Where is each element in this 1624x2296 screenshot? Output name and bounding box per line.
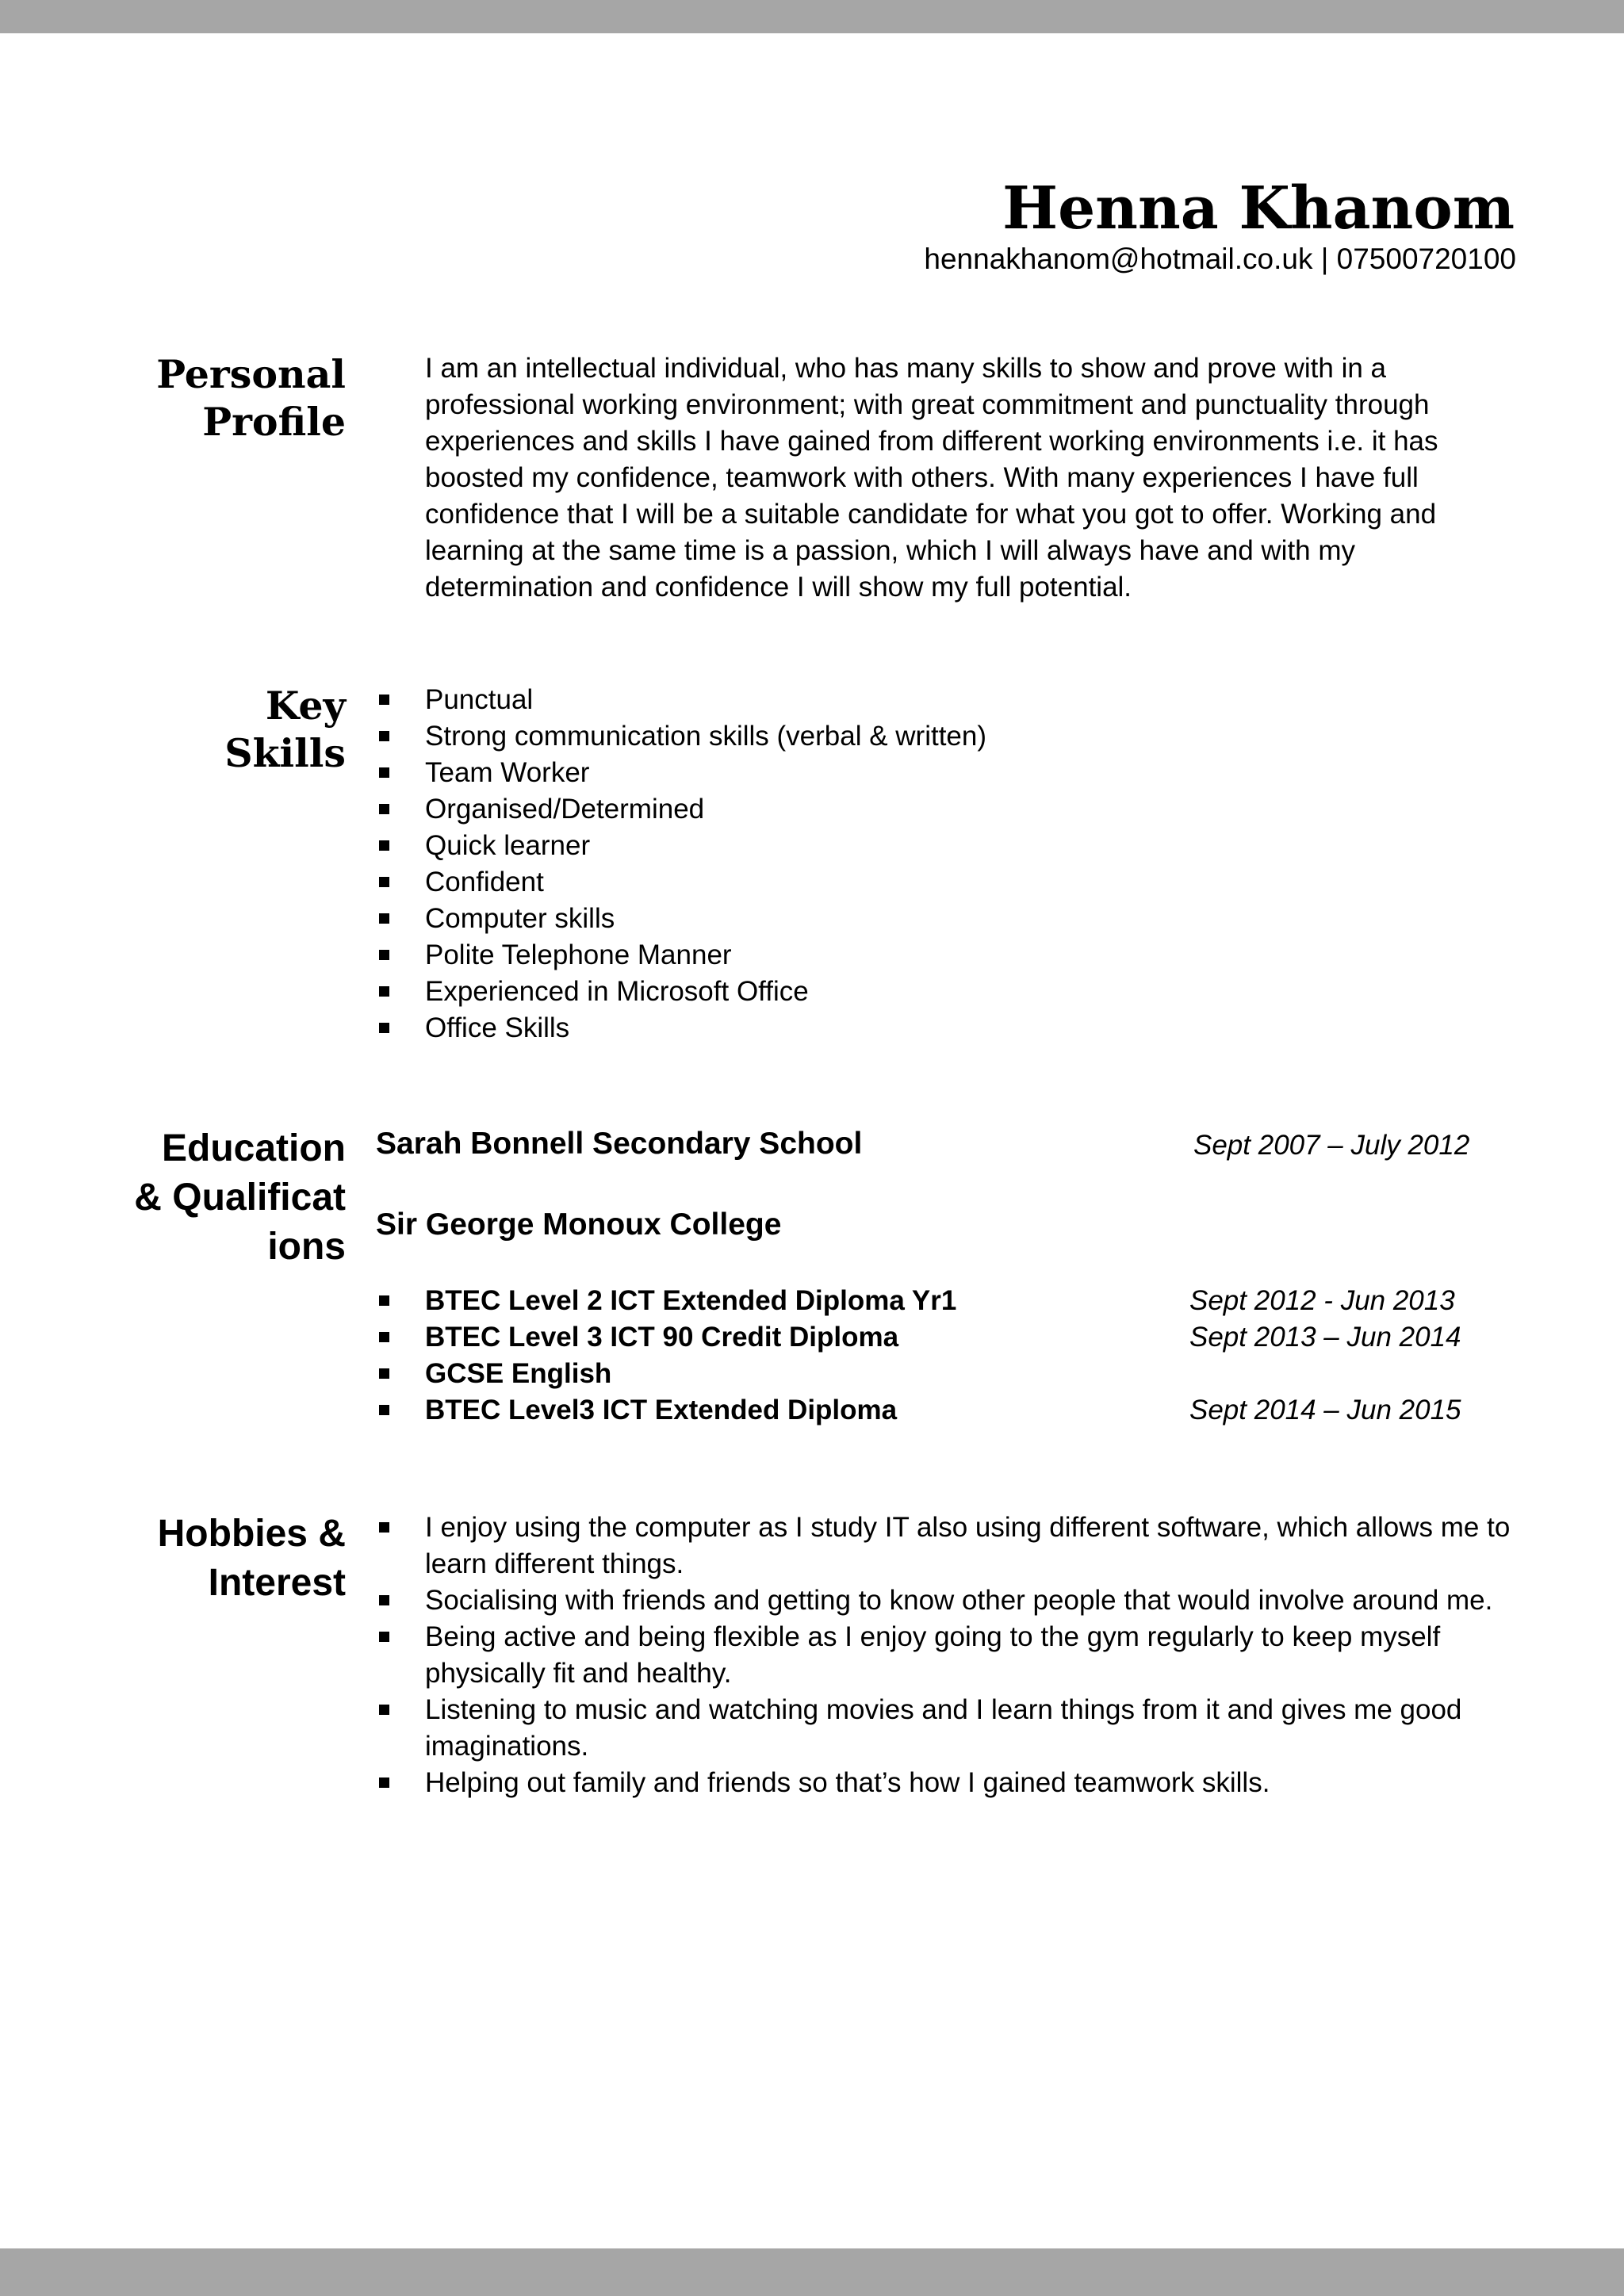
- skills-heading: [5, 682, 346, 777]
- education-heading: Education & Qualifications: [134, 1127, 346, 1268]
- top-border-band: [0, 0, 1624, 33]
- skills-heading-line1: Key: [265, 683, 346, 729]
- contact-details: hennakhanom@hotmail.co.uk | 07500720100: [924, 243, 1516, 275]
- hobbies-list: [425, 1510, 1519, 1801]
- list-item: Office Skills: [425, 1010, 986, 1047]
- list-item: Organised/Determined: [425, 791, 986, 828]
- list-item: Being active and being flexible as I enjoy going to the gym regularly to keep myself physically fit and healthy.: [425, 1619, 1519, 1692]
- hobbies-heading: [5, 1510, 346, 1608]
- list-item: Quick learner: [425, 828, 986, 864]
- list-item: Listening to music and watching movies and I learn things from it and gives me good imaginations.: [425, 1692, 1519, 1765]
- list-item: Confident: [425, 864, 986, 901]
- list-item: Computer skills: [425, 901, 986, 937]
- list-item: I enjoy using the computer as I study IT also using different software, which allows me to learn different things.: [425, 1510, 1519, 1582]
- qualification-dates: Sept 2013 – Jun 2014: [1189, 1322, 1461, 1353]
- qualification-name: BTEC Level 3 ICT 90 Credit Diploma: [425, 1322, 899, 1353]
- profile-text: I am an intellectual individual, who has many skills to show and prove with in a professional working environment; with great commitment and punctuality through experiences and skills I have gained from different working environments i.e. it has boosted my confidence, teamwork with others. With many experiences I have full confidence that I will be a suitable candidate for what you got to offer. Working and learning at the same time is a passion, which I will always have and with my determination and confidence I will show my full potential.: [425, 353, 1438, 603]
- candidate-name: Henna Khanom: [1002, 174, 1515, 243]
- table-row: [425, 1392, 1461, 1429]
- table-row: [425, 1356, 956, 1392]
- qualification-name: GCSE English: [425, 1358, 612, 1389]
- list-item: Helping out family and friends so that’s how I gained teamwork skills.: [425, 1765, 1519, 1801]
- skills-list: [425, 682, 986, 1047]
- qualification-name: BTEC Level 2 ICT Extended Diploma Yr1: [425, 1285, 957, 1316]
- school-dates: Sept 2007 – July 2012: [1193, 1130, 1470, 1161]
- table-row: [425, 1283, 1455, 1319]
- school-name: Sarah Bonnell Secondary School: [376, 1127, 863, 1161]
- hobbies-heading-line2: Interest: [208, 1562, 346, 1604]
- list-item: Punctual: [425, 682, 986, 718]
- qualification-dates: Sept 2012 - Jun 2013: [1189, 1285, 1455, 1316]
- qualification-name: BTEC Level3 ICT Extended Diploma: [425, 1395, 898, 1425]
- qualification-dates: Sept 2014 – Jun 2015: [1189, 1395, 1461, 1425]
- table-row: [425, 1319, 1461, 1356]
- bottom-border-band: [0, 2248, 1624, 2296]
- list-item: Team Worker: [425, 755, 986, 791]
- qualifications-list: [425, 1283, 1461, 1429]
- list-item: Experienced in Microsoft Office: [425, 974, 986, 1010]
- hobbies-heading-line1: Hobbies &: [157, 1513, 346, 1555]
- skills-heading-line2: Skills: [224, 730, 346, 776]
- profile-heading: Personal Profile: [156, 351, 346, 445]
- list-item: Socialising with friends and getting to know other people that would involve around me.: [425, 1582, 1519, 1619]
- college-name: Sir George Monoux College: [376, 1207, 782, 1242]
- list-item: Strong communication skills (verbal & written): [425, 718, 986, 755]
- list-item: Polite Telephone Manner: [425, 937, 986, 974]
